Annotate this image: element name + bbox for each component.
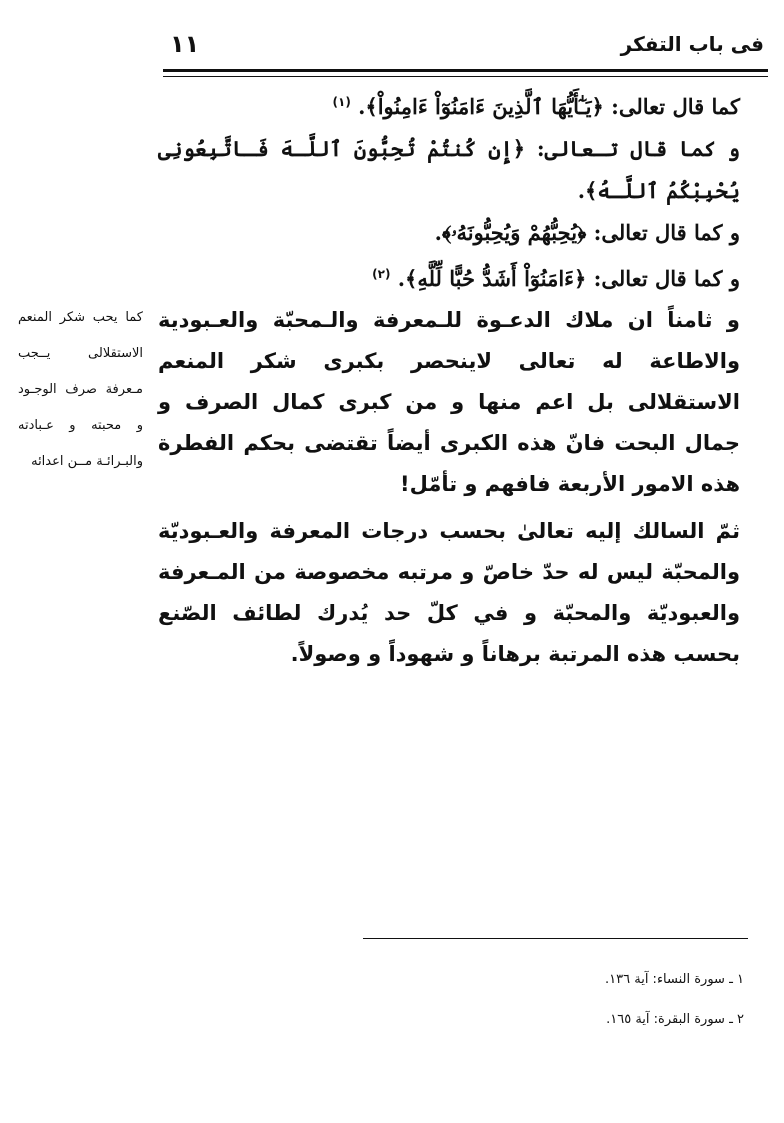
footnote-rule: [363, 938, 748, 939]
paragraph-seeker: ثمّ السالك إليه تعالىٰ بحسب درجات المعرفة والعـبوديّة والمحبّة ليس له حدّ خاصّ و مرتبه مخصوصة من المـعرفة والعبوديّة والمحبّة و في كلّ حد يُدرك لطائف الصّنع بحسب هذه المرتبة برهاناً و شهوداً و وصولاً.: [158, 519, 740, 666]
paragraph-eighth: و ثامناً ان ملاك الدعـوة للـمعرفة والـمحبّة والعـبودية والاطاعة له تعالى لاينحصر بكبرى شكر المنعم الاستقلالى بل اعم منها و من كبرى كمال الصرف و جمال البحت فانّ هذه الكبرى أيضاً تقتضى بحكم الفطرة هذه الامور الأربعة فافهم و تأمّل!: [158, 308, 740, 496]
footnote-ref-2: (٢): [372, 267, 391, 281]
header-rule-thin: [163, 76, 768, 77]
footnote-1: ١ ـ سورة النساء: آية ١٣٦.: [605, 972, 744, 987]
footnote-ref-1: (١): [332, 95, 351, 109]
footnotes: [344, 960, 744, 1040]
quote-line-2: و كما قال تـعالى: ﴿إِن كُنتُمْ تُحِبُّونَ ٱللَّـهَ فَـاتَّبِعُونِى يُحْبِبْكُمُ ٱللَّـهُ﴾.: [158, 136, 740, 203]
header-rule: [163, 69, 768, 72]
quote-line-4: و كما قال تعالى: ﴿ءَامَنُوٓاْ أَشَدُّ حُبًّا لِّلَّهِ﴾. $^{(٢)}$: [372, 266, 740, 291]
page-number: ١١: [170, 30, 200, 58]
quote-line-1: كما قال تعالى: ﴿يَـٰٓأَيُّهَا ٱلَّذِينَ ءَامَنُوٓاْ ءَامِنُواْ﴾. $^{(١)}$: [332, 94, 740, 119]
footnote-2: ٢ ـ سورة البقرة: آية ١٦٥.: [606, 1012, 744, 1027]
quote-line-3: و كما قال تعالى: ﴿يُحِبُّهُمْ وَيُحِبُّونَهُۥ﴾.: [434, 220, 740, 245]
running-header-title: فى باب التفكر: [620, 32, 764, 56]
margin-note: كما يحب شكر المنعم الاستقلالى يــجب مـعرفة صرف الوجـود و محبته و عـبادته والبـرائـة مــن اعدائه: [18, 310, 143, 469]
main-text: [158, 82, 768, 675]
